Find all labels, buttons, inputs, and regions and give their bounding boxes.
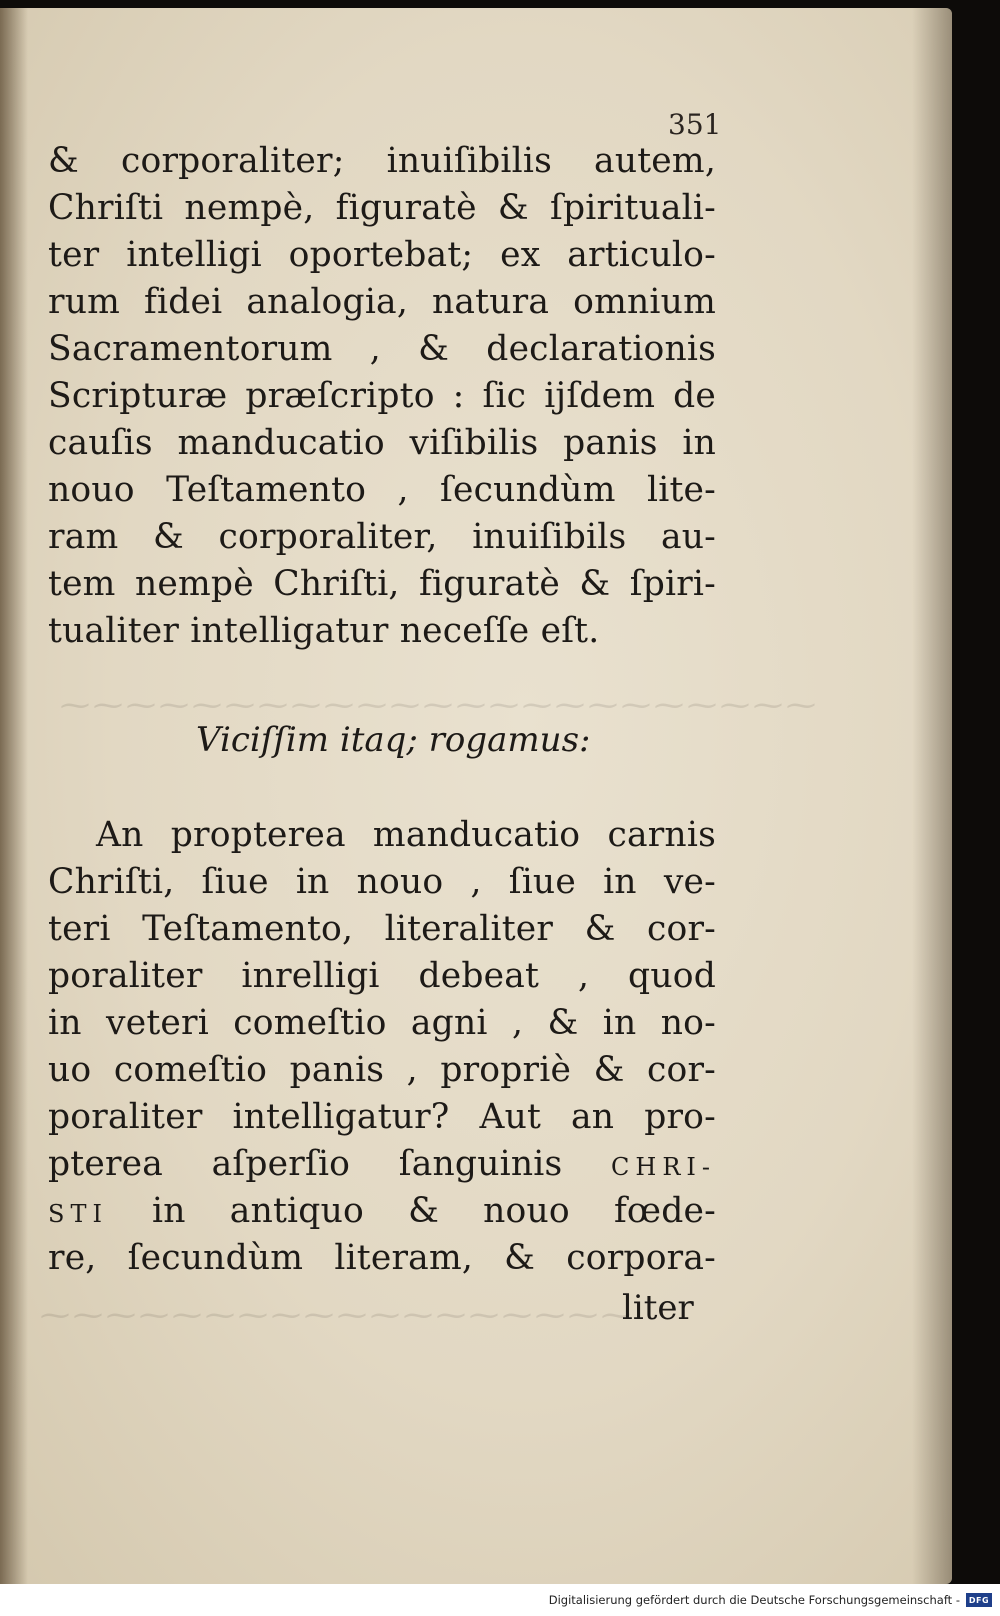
text-line: Sacramentorum , & declarationis — [48, 329, 716, 369]
text-line — [48, 1141, 716, 1188]
text-line — [48, 1188, 716, 1235]
paragraph-two — [48, 812, 716, 1282]
page-number: 351 — [668, 108, 722, 141]
dfg-logo: DFG — [966, 1593, 992, 1607]
digitization-footer — [0, 1584, 1000, 1616]
text-line: & corporaliter; inuiſibilis autem, — [48, 141, 716, 181]
text-line: cauſis manducatio viſibilis panis in — [48, 423, 716, 463]
bleed-through-texture: ⁓⁓⁓⁓⁓⁓⁓⁓⁓⁓⁓⁓⁓⁓⁓⁓⁓⁓ — [40, 1298, 634, 1333]
text-line: An propterea manducatio carnis — [96, 815, 716, 855]
text-segment: poraliter intelligatur? Aut an pro- — [48, 1097, 716, 1137]
text-line — [48, 1094, 716, 1141]
small-caps-name: STI — [48, 1200, 108, 1228]
catchword: liter — [622, 1288, 694, 1328]
text-line: ram & corporaliter, inuiſibils au- — [48, 517, 716, 557]
text-line: ter intelligi oportebat; ex articulo- — [48, 235, 716, 275]
text-line: Chriſti nempè, figuratè & ſpirituali- — [48, 188, 716, 228]
small-caps-name: CHRI- — [611, 1153, 716, 1181]
text-line: poraliter inrelligi debeat , quod — [48, 956, 716, 996]
book-page — [0, 8, 952, 1584]
bleed-through-texture: ⁓⁓⁓⁓⁓⁓⁓⁓⁓⁓⁓⁓⁓⁓⁓⁓⁓⁓⁓⁓⁓⁓⁓ — [60, 688, 819, 723]
section-heading: Viciſſim itaq; rogamus: — [196, 720, 591, 760]
text-line: Chriſti, ſiue in nouo , ſiue in ve- — [48, 862, 716, 902]
text-line: in veteri comeſtio agni , & in no- — [48, 1003, 716, 1043]
text-segment: pterea aſperſio ſanguinis — [48, 1144, 563, 1184]
funding-credit: Digitalisierung gefördert durch die Deutsche Forschungsgemeinschaft - — [548, 1593, 960, 1607]
text-line: rum fidei analogia, natura omnium — [48, 282, 716, 322]
text-line: tualiter intelligatur neceſſe eſt. — [48, 611, 600, 651]
text-line: tem nempè Chriſti, figuratè & ſpiri- — [48, 564, 716, 604]
text-line: teri Teſtamento, literaliter & cor- — [48, 909, 716, 949]
text-line: re, ſecundùm literam, & corpora- — [48, 1238, 716, 1278]
text-line: nouo Teſtamento , ſecundùm lite- — [48, 470, 716, 510]
text-segment: in antiquo & nouo fœde- — [152, 1191, 716, 1231]
text-line: uo comeſtio panis , propriè & cor- — [48, 1050, 716, 1090]
text-line: Scripturæ præſcripto : ſic ijſdem de — [48, 376, 716, 416]
paragraph-one — [48, 138, 716, 655]
